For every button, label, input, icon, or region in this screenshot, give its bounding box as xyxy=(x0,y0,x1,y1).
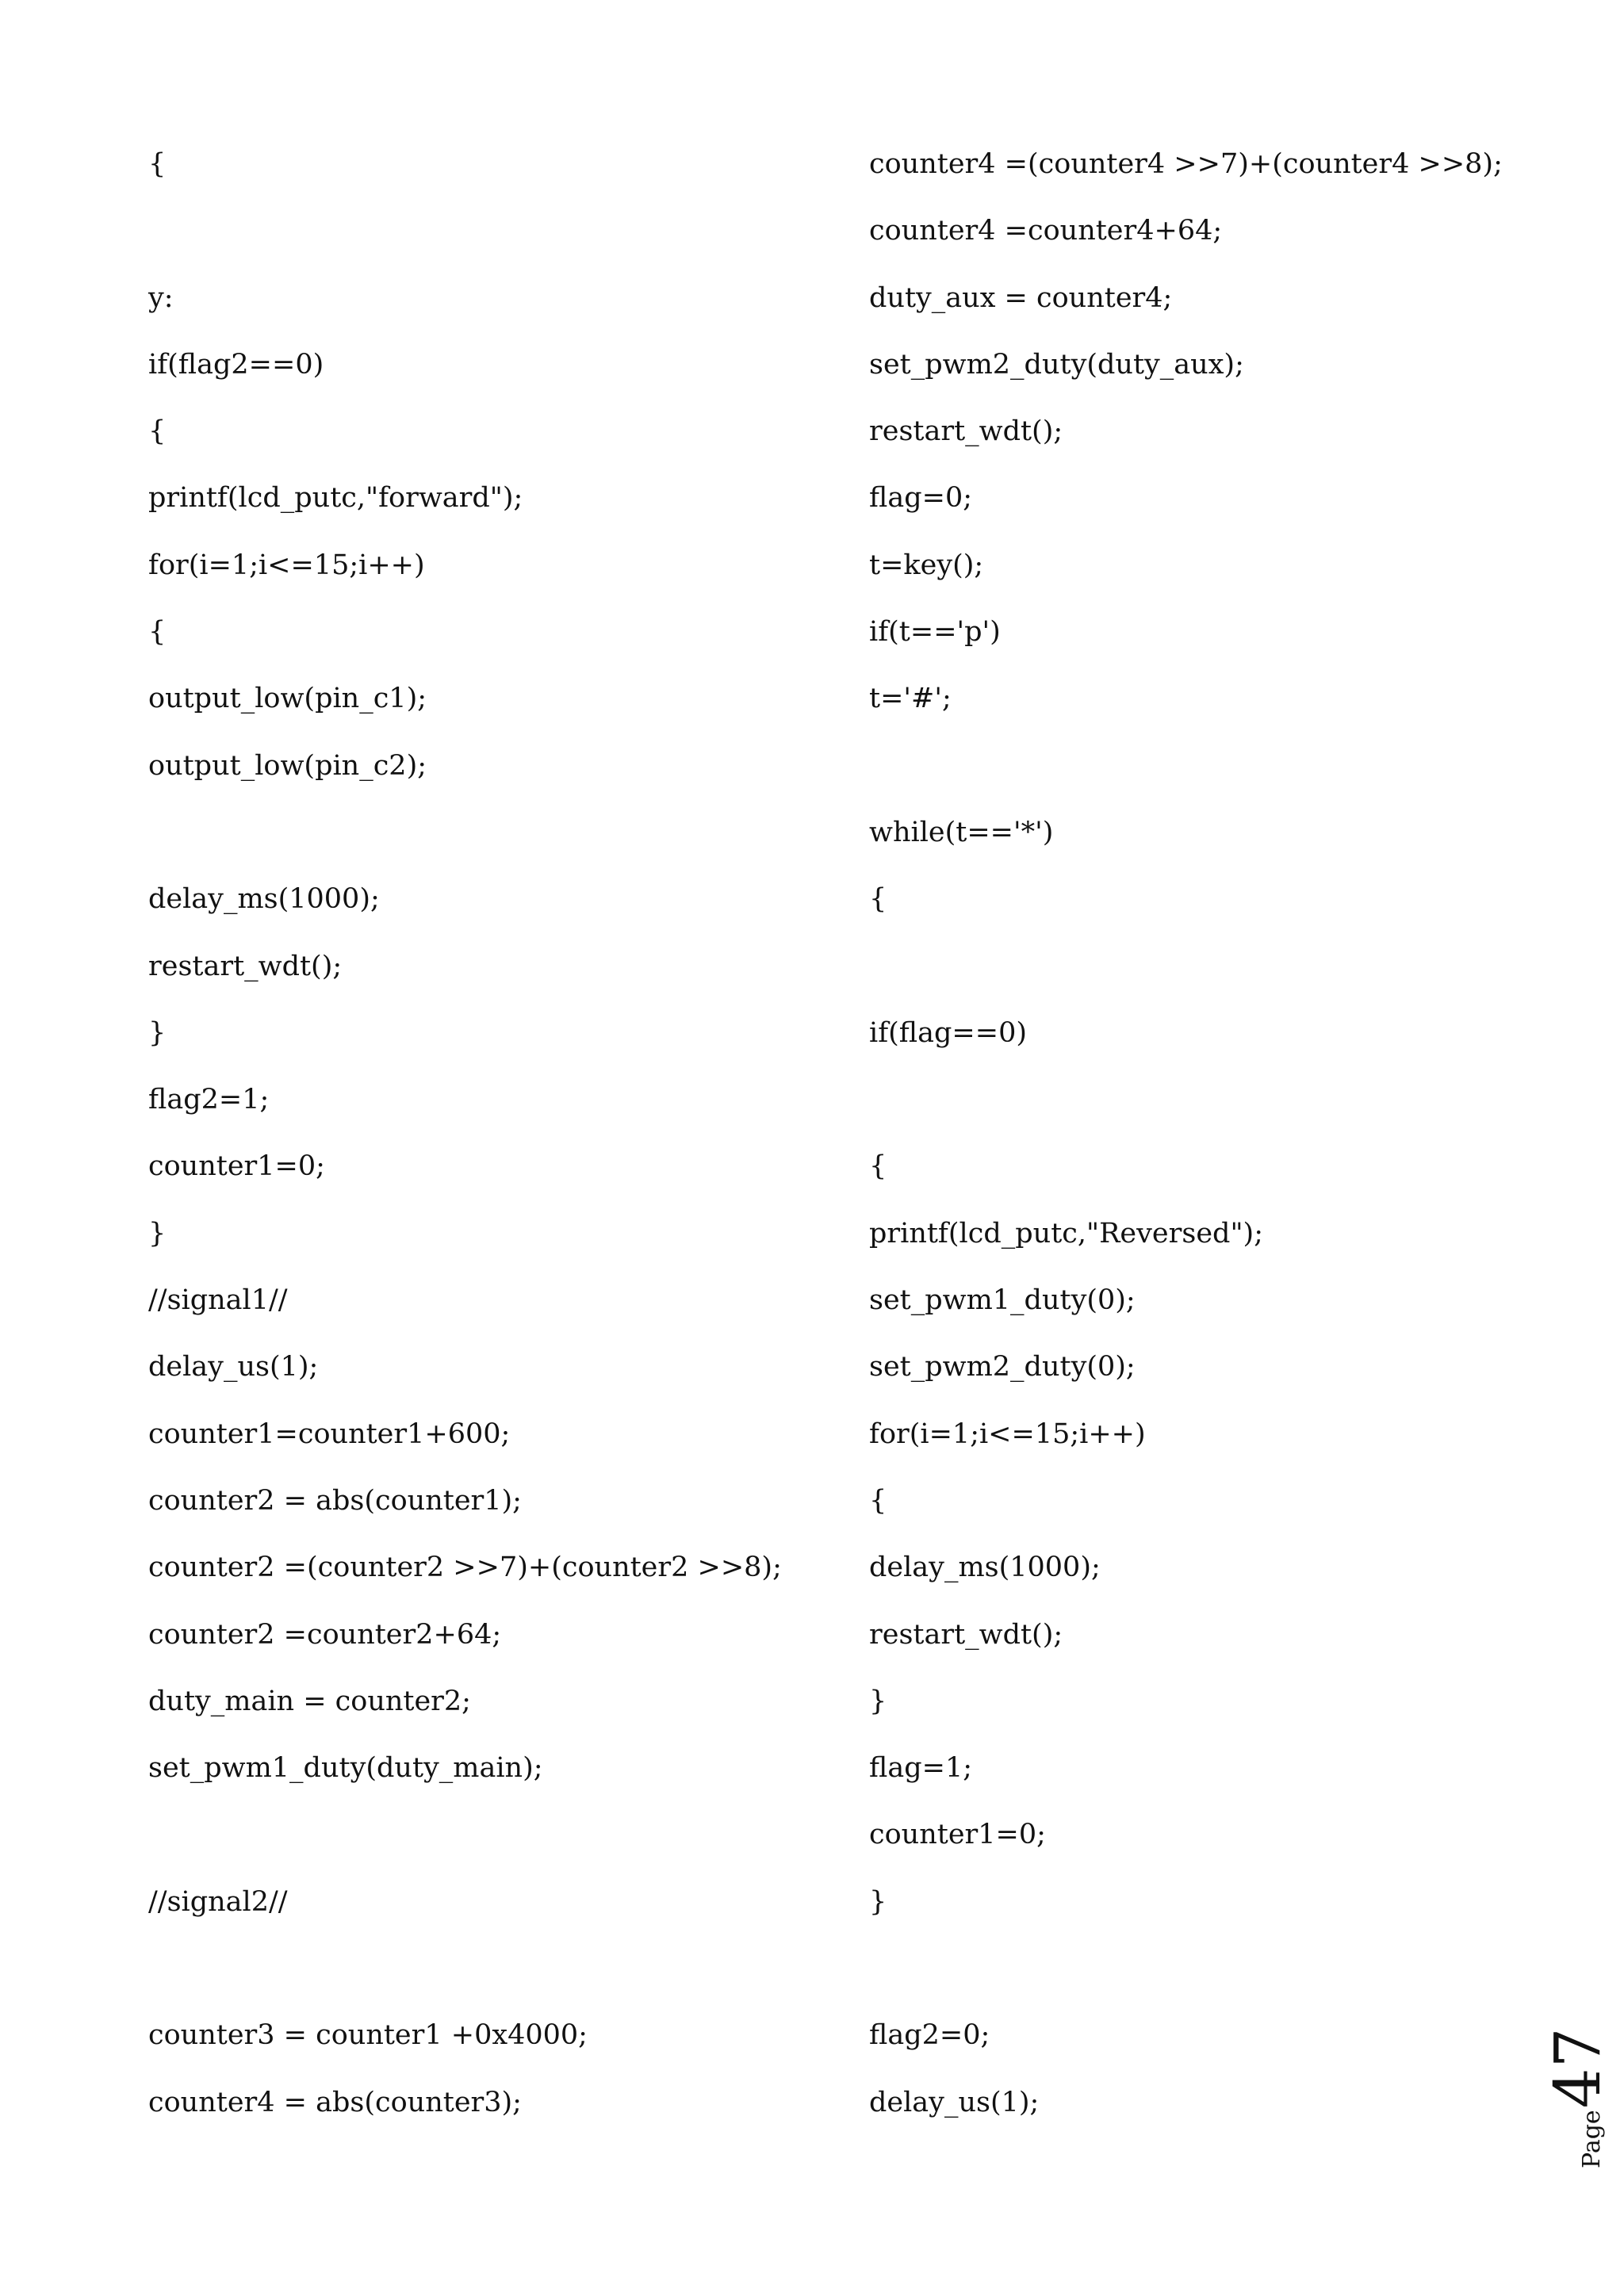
code-line: flag=0; xyxy=(869,482,973,515)
code-line: //signal1// xyxy=(148,1284,288,1317)
code-line xyxy=(148,1817,830,1884)
code-line: flag2=1; xyxy=(148,1084,270,1116)
code-line: { xyxy=(148,616,167,649)
code-line: t='#'; xyxy=(869,683,952,715)
code-line: { xyxy=(148,415,167,448)
code-line: for(i=1;i<=15;i++) xyxy=(869,1418,1146,1450)
code-line: set_pwm2_duty(0); xyxy=(869,1351,1136,1383)
code-line: counter2 =counter2+64; xyxy=(148,1618,502,1651)
code-line: } xyxy=(148,1217,167,1249)
code-line: restart_wdt(); xyxy=(869,1618,1063,1651)
code-line: counter1=counter1+600; xyxy=(148,1418,511,1450)
page-number: 47 xyxy=(1541,2027,1614,2109)
code-line: } xyxy=(869,1885,887,1918)
code-column-left xyxy=(148,147,830,2152)
code-line: t=key(); xyxy=(869,549,984,581)
code-line: } xyxy=(869,1685,887,1717)
code-line: output_low(pin_c2); xyxy=(148,749,427,782)
code-line xyxy=(869,1951,1551,2018)
code-line: for(i=1;i<=15;i++) xyxy=(148,549,425,581)
code-line: { xyxy=(869,1150,887,1183)
code-line: //signal2// xyxy=(148,1885,288,1918)
code-line: delay_ms(1000); xyxy=(148,883,380,916)
code-line: counter2 =(counter2 >>7)+(counter2 >>8); xyxy=(148,1552,782,1584)
code-line xyxy=(869,1082,1551,1149)
code-line: set_pwm1_duty(0); xyxy=(869,1284,1136,1317)
code-line: printf(lcd_putc,"Reversed"); xyxy=(869,1217,1263,1249)
code-line: while(t=='*') xyxy=(869,816,1054,848)
code-line: { xyxy=(869,883,887,916)
code-line xyxy=(869,748,1551,815)
code-line: duty_aux = counter4; xyxy=(869,281,1173,314)
code-line: { xyxy=(869,1484,887,1517)
code-line: flag=1; xyxy=(869,1752,973,1785)
code-line: restart_wdt(); xyxy=(148,950,343,982)
code-line: delay_us(1); xyxy=(869,2086,1040,2118)
code-column-right xyxy=(869,147,1551,2152)
code-line: delay_us(1); xyxy=(148,1351,319,1383)
code-line: if(flag2==0) xyxy=(148,348,324,381)
page-number-label xyxy=(1541,2026,1614,2168)
code-line: } xyxy=(148,1016,167,1049)
code-line: set_pwm2_duty(duty_aux); xyxy=(869,348,1244,381)
code-line: y: xyxy=(148,281,174,314)
code-line xyxy=(148,213,830,280)
code-line: flag2=0; xyxy=(869,2019,990,2052)
code-line: duty_main = counter2; xyxy=(148,1685,471,1717)
code-line: counter1=0; xyxy=(148,1150,325,1183)
code-line xyxy=(148,815,830,882)
code-line: if(flag==0) xyxy=(869,1016,1027,1049)
code-line xyxy=(869,949,1551,1016)
code-line: counter4 =counter4+64; xyxy=(869,215,1223,247)
code-line: delay_ms(1000); xyxy=(869,1552,1101,1584)
code-line: if(t=='p') xyxy=(869,616,1001,649)
code-line: set_pwm1_duty(duty_main); xyxy=(148,1752,543,1785)
code-line: counter1=0; xyxy=(869,1819,1046,1851)
page-word: Page xyxy=(1578,2110,1606,2168)
code-line: printf(lcd_putc,"forward"); xyxy=(148,482,523,515)
code-line: output_low(pin_c1); xyxy=(148,683,427,715)
code-line: counter2 = abs(counter1); xyxy=(148,1484,522,1517)
code-line: counter3 = counter1 +0x4000; xyxy=(148,2019,588,2052)
code-line xyxy=(148,1951,830,2018)
code-line: counter4 = abs(counter3); xyxy=(148,2086,522,2118)
code-line: restart_wdt(); xyxy=(869,415,1063,448)
code-line: counter4 =(counter4 >>7)+(counter4 >>8); xyxy=(869,148,1503,180)
code-line: { xyxy=(148,148,167,180)
